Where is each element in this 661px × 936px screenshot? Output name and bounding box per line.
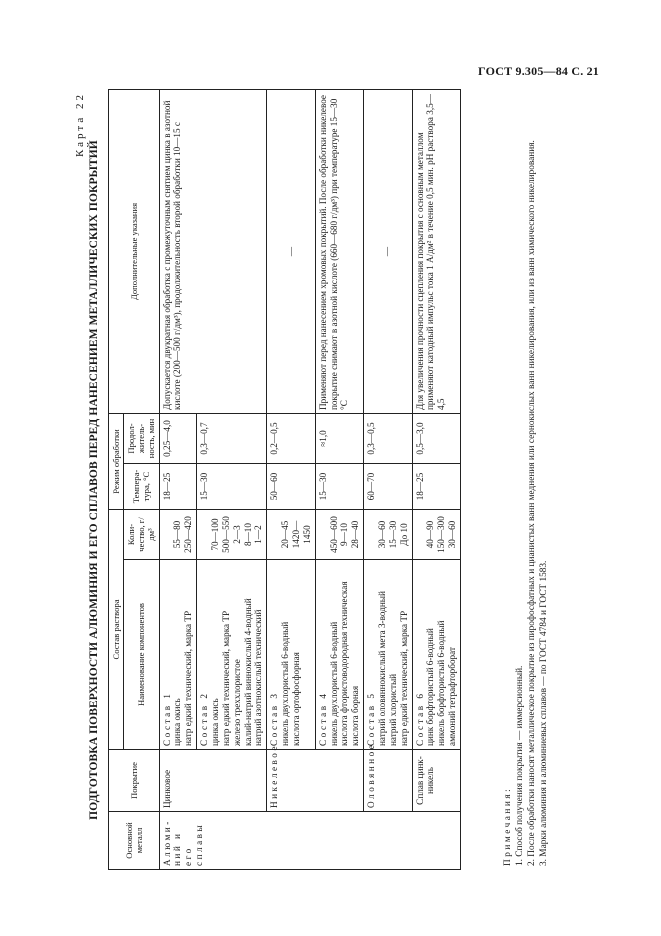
header-mode: Режим обработки (109, 413, 124, 509)
table-row (364, 89, 412, 869)
quantity-value: 15—30 (387, 520, 398, 549)
quantity-value: 250—420 (183, 516, 194, 553)
table-row (412, 89, 460, 869)
duration-cell: ≈1,0 (315, 413, 363, 463)
table-row (267, 89, 315, 869)
treatment-table (108, 89, 461, 870)
composition-label: Состав 4 (317, 691, 328, 746)
quantity-value: 450—600 (328, 516, 339, 553)
duration-cell: 0,5—3,0 (412, 413, 460, 463)
composition-label: Состав 2 (199, 691, 210, 746)
duration-cell: 0,3—0,7 (197, 413, 267, 463)
component-line: натрий азотнокислый технический (253, 609, 264, 746)
footnotes (502, 96, 550, 866)
components-cell (364, 560, 412, 750)
quantities-cell (315, 510, 363, 560)
composition-label: Состав 3 (269, 691, 280, 746)
quantity-value: До 10 (398, 523, 409, 546)
coating-cell: Никелевое (267, 750, 364, 812)
header-notes: Дополнительные указания (109, 89, 160, 413)
duration-cell: 0,3—0,5 (364, 413, 412, 463)
quantity-value: 55—80 (172, 520, 183, 549)
component-line: никель двухлористый 6-водный (280, 621, 291, 746)
notes-cell: Для увеличения прочности сцепления покрытия с основным металлом применяют катодный импульс тока 1 А/дм² в течение 0,5 мин. рН раствора 3,5—4,5 (412, 89, 460, 413)
component-line: кислота фтористоводородная техническая (339, 581, 350, 746)
temperature-cell: 18—25 (159, 464, 197, 510)
coating-cell: Сплав цинк-никель (412, 750, 460, 812)
header-coating: Покрытие (109, 750, 160, 812)
component-line: цинка окись (210, 698, 220, 746)
component-line: натр едкий технический, марка ТР (398, 610, 409, 746)
duration-cell: 0,25—4,0 (159, 413, 197, 463)
component-line: аммоний тетрафторборат (447, 647, 458, 746)
notes-cell: Допускается двукратная обработка с промежуточным снятием цинка в азотной кислоте (200—500 г/дм³), продолжительность второй обработки 10—15 с (159, 89, 267, 413)
component-line: натрий хлористый (387, 673, 398, 746)
quantity-value: 20—45 (280, 520, 291, 549)
composition-label: Состав 6 (414, 691, 425, 746)
base-metal-cell: Алюми-ний и его сплавы (159, 812, 460, 870)
header-temperature: Темпера-тура, °С (124, 464, 159, 510)
component-line: кислота ортофосфорная (291, 652, 302, 746)
temperature-cell: 15—30 (315, 464, 363, 510)
component-line: железо треххлористое (231, 659, 242, 746)
header-components: Наименование компонентов (124, 560, 159, 750)
components-cell (412, 560, 460, 750)
footnotes-heading: Примечания: (503, 786, 513, 866)
composition-label: Состав 1 (161, 691, 172, 746)
temperature-cell: 60—70 (364, 464, 412, 510)
component-line: кислота борная (350, 685, 361, 746)
temperature-cell: 15—30 (197, 464, 267, 510)
notes-cell: Применяют перед нанесением хромовых покрытий. После обработки никелевое покрытие снимают в азотной кислоте (660—680 г/дм³) при температуре 15—30 °С (315, 89, 363, 413)
quantity-value: 500—550 (220, 516, 231, 553)
composition-label: Состав 5 (366, 691, 377, 746)
quantities-cell (364, 510, 412, 560)
rotated-page-content (72, 90, 632, 870)
header-base-metal: Основной металл (109, 812, 160, 870)
coating-cell: Оловянное (364, 750, 412, 812)
components-cell (159, 560, 197, 750)
component-line: натрий оловяннокислый мета 3-водный (377, 591, 388, 746)
component-line: никель борфтористый 6-водный (436, 620, 447, 746)
notes-cell: — (267, 89, 315, 413)
quantity-value: 9—10 (339, 523, 350, 546)
component-line: цинка окись (172, 698, 183, 746)
quantity-value: 30—60 (447, 520, 458, 549)
component-line: никель двухлористый 6-водный (328, 621, 339, 746)
notes-cell: — (364, 89, 412, 413)
header-quantity: Коли-чество, г/дм³ (124, 510, 159, 560)
header-solution: Состав раствора (109, 510, 124, 750)
components-cell (197, 560, 267, 750)
quantity-value: 8—10 (242, 523, 253, 546)
quantity-value: 30—60 (377, 520, 388, 549)
page-header: ГОСТ 9.305—84 С. 21 (478, 64, 599, 78)
quantity-value: 28—40 (350, 520, 361, 549)
quantities-cell (197, 510, 267, 560)
component-line: натр едкий технический, марка ТР (220, 610, 231, 746)
quantity-value: 1420—1450 (291, 520, 312, 549)
quantity-value: 40—90 (425, 520, 436, 549)
map-label: Карта 22 (74, 92, 86, 158)
component-line: натр едкий технический, марка ТР (183, 610, 194, 746)
quantity-value: 1—2 (253, 525, 264, 544)
quantities-cell (412, 510, 460, 560)
temperature-cell: 50—60 (267, 464, 315, 510)
component-line: калий-натрий виннокислый 4-водный (242, 598, 253, 746)
header-duration: Продол-житель-ность, мин (124, 413, 159, 463)
temperature-cell: 18—25 (412, 464, 460, 510)
footnote-item: 3. Марки алюминия и алюминиевых сплавов — по ГОСТ 4784 и ГОСТ 1583. (539, 560, 550, 866)
quantities-cell (267, 510, 315, 560)
components-cell (315, 560, 363, 750)
duration-cell: 0,2—0,5 (267, 413, 315, 463)
table-row (159, 89, 197, 869)
page-title: ПОДГОТОВКА ПОВЕРХНОСТИ АЛЮМИНИЯ И ЕГО СПЛАВОВ ПЕРЕД НАНЕСЕНИЕМ МЕТАЛЛИЧЕСКИХ ПОКРЫТИЙ (88, 140, 100, 820)
quantity-value: 70—100 (210, 518, 220, 551)
footnote-item: 1. Способ получения покрытия — иммерсионный. (515, 665, 526, 866)
footnote-item: 2. После обработки наносят металлическое покрытие из пирофосфатных и цианистых ванн меднения или сернокислых ванн никелирования, или из ванн химического никелирования. (527, 140, 538, 866)
component-line: цинк борфтористый 6-водный (425, 628, 436, 746)
quantity-value: 150—300 (436, 516, 447, 553)
coating-cell: Цинковое (159, 750, 267, 812)
quantity-value: 2—3 (231, 525, 242, 544)
components-cell (267, 560, 315, 750)
quantities-cell (159, 510, 197, 560)
